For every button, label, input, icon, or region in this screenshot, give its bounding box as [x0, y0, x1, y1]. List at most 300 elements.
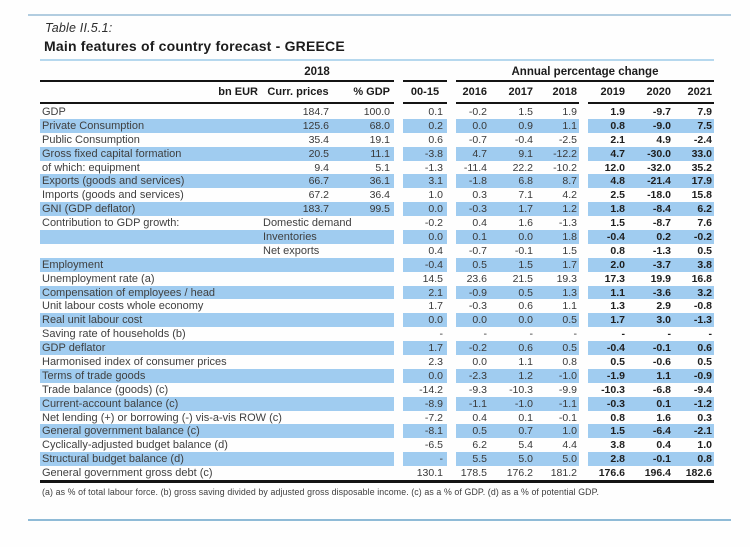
- row-label: Unit labour costs whole economy: [42, 300, 204, 313]
- column-gap: [394, 341, 403, 355]
- column-gap: [579, 466, 588, 480]
- row-label: GNI (GDP deflator): [42, 203, 136, 216]
- column-gap: [447, 369, 456, 383]
- row-label: Saving rate of households (b): [42, 328, 186, 341]
- cell-2021: -0.9: [693, 369, 712, 382]
- cell-2021: 15.8: [691, 189, 712, 202]
- cell-00-15: 0.4: [428, 244, 443, 257]
- cell-2019: -0.4: [606, 342, 625, 355]
- cell-2017: 0.9: [518, 119, 533, 132]
- header-rule-lower: [40, 102, 714, 104]
- row-sublabel: Net exports: [263, 244, 320, 257]
- cell-2019: 1.5: [610, 425, 625, 438]
- cell-2017: -1.0: [514, 397, 533, 410]
- table-row: [40, 383, 714, 397]
- cell-2017: -0.4: [514, 133, 533, 146]
- cell-2017: 0.6: [518, 342, 533, 355]
- column-gap: [447, 188, 456, 202]
- cell-00-15: -6.5: [424, 439, 443, 452]
- cell-2018: 1.2: [562, 203, 577, 216]
- cell-2019: 2.0: [610, 258, 625, 271]
- cell-2020: -6.8: [652, 383, 671, 396]
- column-gap: [579, 452, 588, 466]
- cell-00-15: 0.0: [428, 203, 443, 216]
- cell-2016: 0.4: [472, 217, 487, 230]
- column-gap: [579, 272, 588, 286]
- cell-2018: -10.2: [553, 161, 577, 174]
- cell-2017: 9.1: [518, 147, 533, 160]
- cell-2021: 0.5: [697, 244, 712, 257]
- cell-2016: 0.4: [472, 411, 487, 424]
- column-gap: [579, 174, 588, 188]
- cell-2018: -1.1: [558, 397, 577, 410]
- cell-2016: 23.6: [466, 272, 487, 285]
- cell-2017: -10.3: [509, 383, 533, 396]
- top-frame-line: [28, 14, 731, 16]
- cell-2021: 3.8: [697, 258, 712, 271]
- cell-2019: 1.5: [610, 217, 625, 230]
- table-row: [40, 369, 714, 383]
- table-row: [40, 411, 714, 425]
- cell-2020: 0.4: [656, 439, 671, 452]
- cell-curr-prices: 183.7: [302, 203, 329, 216]
- cell-2016: 4.7: [472, 147, 487, 160]
- table-number: Table II.5.1:: [45, 21, 113, 35]
- row-label: Unemployment rate (a): [42, 272, 155, 285]
- column-gap: [579, 341, 588, 355]
- footnote: (a) as % of total labour force. (b) gross saving divided by adjusted gross disposable income. (c) as a % of GDP. (d) as a % of potential GDP.: [42, 487, 600, 497]
- cell-2017: 5.0: [518, 453, 533, 466]
- column-header-bn-eur: bn EUR: [218, 86, 258, 98]
- column-gap: [394, 244, 403, 258]
- cell-2021: -: [708, 328, 712, 341]
- cell-2019: 17.3: [604, 272, 625, 285]
- column-gap: [447, 272, 456, 286]
- cell-2016: -0.3: [468, 203, 487, 216]
- cell-2021: -0.2: [693, 230, 712, 243]
- column-gap: [447, 327, 456, 341]
- cell-00-15: 0.0: [428, 314, 443, 327]
- bottom-frame-line: [28, 519, 731, 521]
- forecast-table-body: [40, 105, 714, 480]
- cell-2019: 1.7: [610, 314, 625, 327]
- column-gap: [579, 161, 588, 175]
- cell-2016: 178.5: [460, 467, 487, 480]
- cell-2017: -: [529, 328, 533, 341]
- table-row: [40, 424, 714, 438]
- cell-2021: 35.2: [691, 161, 712, 174]
- row-label: Structural budget balance (d): [42, 453, 184, 466]
- column-gap: [579, 313, 588, 327]
- cell-2016: 6.2: [472, 439, 487, 452]
- title-underline: [40, 59, 714, 61]
- cell-2017: 21.5: [512, 272, 533, 285]
- row-label: Compensation of employees / head: [42, 286, 216, 299]
- cell-2020: -9.7: [652, 105, 671, 118]
- cell-2021: 7.9: [697, 105, 712, 118]
- cell-2018: 1.0: [562, 425, 577, 438]
- cell-2017: 176.2: [506, 467, 533, 480]
- cell-2019: 1.9: [610, 105, 625, 118]
- cell-2018: 4.2: [562, 189, 577, 202]
- cell-2016: 0.5: [472, 425, 487, 438]
- column-gap: [579, 202, 588, 216]
- column-gap: [579, 119, 588, 133]
- cell-2021: 7.5: [697, 119, 712, 132]
- cell-2018: 1.9: [562, 105, 577, 118]
- column-header-2016: 2016: [462, 86, 487, 98]
- cell-2018: -1.0: [558, 369, 577, 382]
- cell-2017: 0.7: [518, 425, 533, 438]
- cell-00-15: -8.9: [424, 397, 443, 410]
- cell-2016: -0.3: [468, 300, 487, 313]
- cell-2020: 1.6: [656, 411, 671, 424]
- cell-2019: 4.8: [610, 175, 625, 188]
- row-label: Private Consumption: [42, 119, 145, 132]
- cell-2020: -3.6: [652, 286, 671, 299]
- cell-2020: -1.3: [652, 244, 671, 257]
- cell-2018: -0.1: [558, 411, 577, 424]
- cell-2020: -6.4: [652, 425, 671, 438]
- table-row: [40, 327, 714, 341]
- column-gap: [394, 383, 403, 397]
- cell-2018: 0.8: [562, 355, 577, 368]
- cell-2021: 0.8: [697, 453, 712, 466]
- table-row: [40, 105, 714, 119]
- cell-pct-gdp: 68.0: [369, 119, 390, 132]
- cell-2021: -2.1: [693, 425, 712, 438]
- cell-2020: -32.0: [647, 161, 671, 174]
- column-gap: [447, 383, 456, 397]
- column-gap: [447, 258, 456, 272]
- cell-pct-gdp: 36.1: [369, 175, 390, 188]
- cell-pct-gdp: 11.1: [370, 147, 390, 160]
- table-row: [40, 299, 714, 313]
- cell-2020: 196.4: [644, 467, 671, 480]
- cell-2017: 22.2: [512, 161, 533, 174]
- column-gap: [447, 147, 456, 161]
- cell-2016: -11.4: [463, 161, 487, 174]
- cell-2016: 5.5: [472, 453, 487, 466]
- cell-pct-gdp: 5.1: [375, 161, 390, 174]
- column-group-header-row: [40, 63, 714, 80]
- cell-2016: 0.3: [472, 189, 487, 202]
- cell-2018: 19.3: [556, 272, 577, 285]
- cell-2021: -9.4: [693, 383, 712, 396]
- cell-2020: 2.9: [656, 300, 671, 313]
- cell-00-15: 3.1: [428, 175, 443, 188]
- column-gap: [447, 133, 456, 147]
- cell-2017: 1.1: [518, 355, 533, 368]
- cell-2020: 3.0: [656, 314, 671, 327]
- cell-2018: -9.9: [558, 383, 577, 396]
- table-row: [40, 355, 714, 369]
- cell-2018: 1.7: [562, 258, 577, 271]
- table-bottom-rule: [40, 480, 714, 483]
- column-gap: [579, 299, 588, 313]
- table-row: [40, 133, 714, 147]
- table-row: [40, 438, 714, 452]
- cell-2017: 1.2: [518, 369, 533, 382]
- cell-2020: 1.1: [656, 369, 671, 382]
- table-row: [40, 244, 714, 258]
- cell-2016: 0.1: [472, 230, 487, 243]
- column-gap: [447, 355, 456, 369]
- cell-2019: 2.5: [610, 189, 625, 202]
- cell-2017: 6.8: [518, 175, 533, 188]
- column-gap: [394, 355, 403, 369]
- cell-2021: 17.9: [691, 175, 712, 188]
- cell-2021: -1.3: [693, 314, 712, 327]
- cell-2018: 181.2: [550, 467, 577, 480]
- column-gap: [394, 147, 403, 161]
- cell-2019: 3.8: [610, 439, 625, 452]
- column-gap: [394, 411, 403, 425]
- cell-2017: 1.7: [518, 203, 533, 216]
- cell-2016: -1.8: [468, 175, 487, 188]
- cell-2017: 0.1: [518, 411, 533, 424]
- cell-00-15: 1.7: [428, 342, 443, 355]
- cell-2020: 19.9: [650, 272, 671, 285]
- column-gap: [394, 438, 403, 452]
- cell-pct-gdp: 99.5: [369, 203, 390, 216]
- column-header-pct-gdp: % GDP: [353, 86, 390, 98]
- column-gap: [394, 424, 403, 438]
- cell-2020: 0.2: [656, 230, 671, 243]
- column-header-row: [40, 82, 714, 102]
- cell-2019: -0.4: [606, 230, 625, 243]
- cell-2021: 33.0: [691, 147, 712, 160]
- row-label: Trade balance (goods) (c): [42, 383, 169, 396]
- cell-2021: 182.6: [685, 467, 712, 480]
- cell-2016: -0.2: [468, 105, 487, 118]
- column-gap: [394, 230, 403, 244]
- cell-2018: 1.5: [562, 244, 577, 257]
- row-label: Imports (goods and services): [42, 189, 184, 202]
- column-gap: [447, 466, 456, 480]
- row-label: Net lending (+) or borrowing (-) vis-a-vis ROW (c): [42, 411, 282, 424]
- cell-2019: 4.7: [610, 147, 625, 160]
- cell-2019: 12.0: [604, 161, 625, 174]
- table-row: [40, 216, 714, 230]
- cell-2019: 176.6: [598, 467, 625, 480]
- cell-2018: 5.0: [562, 453, 577, 466]
- table-row: [40, 174, 714, 188]
- cell-00-15: 14.5: [422, 272, 443, 285]
- cell-2018: 0.5: [562, 342, 577, 355]
- cell-00-15: -1.3: [424, 161, 443, 174]
- column-gap: [447, 313, 456, 327]
- cell-2019: 0.8: [610, 244, 625, 257]
- cell-2017: 7.1: [518, 189, 533, 202]
- cell-2017: 1.5: [518, 258, 533, 271]
- cell-2016: -0.7: [468, 244, 487, 257]
- column-gap: [447, 286, 456, 300]
- cell-2018: 1.1: [562, 119, 577, 132]
- cell-00-15: 1.7: [428, 300, 443, 313]
- table-row: [40, 272, 714, 286]
- cell-2021: 0.5: [697, 355, 712, 368]
- row-label: Gross fixed capital formation: [42, 147, 182, 160]
- column-gap: [447, 299, 456, 313]
- cell-2018: -: [573, 328, 577, 341]
- cell-curr-prices: 67.2: [308, 189, 329, 202]
- cell-2016: -0.2: [468, 342, 487, 355]
- cell-2021: -1.2: [693, 397, 712, 410]
- cell-pct-gdp: 100.0: [363, 105, 390, 118]
- cell-2016: 0.0: [472, 355, 487, 368]
- cell-2018: 0.5: [562, 314, 577, 327]
- column-gap: [447, 341, 456, 355]
- row-label: Harmonised index of consumer prices: [42, 355, 227, 368]
- group-header-2018: 2018: [304, 65, 330, 78]
- column-gap: [447, 397, 456, 411]
- row-label: Terms of trade goods: [42, 369, 146, 382]
- column-gap: [447, 119, 456, 133]
- cell-2016: -2.3: [468, 369, 487, 382]
- cell-2016: -: [483, 328, 487, 341]
- cell-2016: 0.0: [472, 314, 487, 327]
- column-header-2017: 2017: [508, 86, 533, 98]
- cell-2016: -9.3: [468, 383, 487, 396]
- column-gap: [447, 174, 456, 188]
- cell-00-15: 130.1: [416, 467, 443, 480]
- cell-2017: 1.6: [518, 217, 533, 230]
- column-gap: [579, 105, 588, 119]
- cell-2021: -0.8: [693, 300, 712, 313]
- cell-2021: 3.2: [697, 286, 712, 299]
- cell-2019: 2.1: [610, 133, 625, 146]
- row-sublabel: Domestic demand: [263, 217, 352, 230]
- cell-2020: -21.4: [647, 175, 671, 188]
- cell-curr-prices: 9.4: [314, 161, 329, 174]
- column-gap: [394, 133, 403, 147]
- row-sublabel: Inventories: [263, 230, 317, 243]
- cell-2016: 0.5: [472, 258, 487, 271]
- cell-2019: -1.9: [606, 369, 625, 382]
- cell-2016: -0.9: [468, 286, 487, 299]
- cell-2021: 0.3: [697, 411, 712, 424]
- cell-00-15: -8.1: [424, 425, 443, 438]
- cell-2018: 1.1: [562, 300, 577, 313]
- column-gap: [394, 258, 403, 272]
- row-label: General government gross debt (c): [42, 467, 213, 480]
- page-title: Main features of country forecast - GREECE: [44, 38, 345, 54]
- cell-pct-gdp: 36.4: [369, 189, 390, 202]
- cell-00-15: 0.0: [428, 230, 443, 243]
- cell-2019: 0.8: [610, 119, 625, 132]
- cell-2016: -0.7: [468, 133, 487, 146]
- column-gap: [447, 244, 456, 258]
- cell-2020: 4.9: [656, 133, 671, 146]
- column-header-2018: 2018: [552, 86, 577, 98]
- table-row: [40, 230, 714, 244]
- table-row: [40, 258, 714, 272]
- column-gap: [579, 369, 588, 383]
- column-gap: [579, 286, 588, 300]
- cell-2019: 1.1: [610, 286, 625, 299]
- cell-2017: 0.0: [518, 314, 533, 327]
- column-gap: [579, 133, 588, 147]
- cell-2017: 0.0: [518, 230, 533, 243]
- cell-2018: 8.7: [562, 175, 577, 188]
- table-row: [40, 397, 714, 411]
- cell-2021: 1.0: [697, 439, 712, 452]
- column-gap: [394, 272, 403, 286]
- cell-2016: -1.1: [468, 397, 487, 410]
- column-gap: [394, 202, 403, 216]
- table-row: [40, 466, 714, 480]
- column-gap: [579, 327, 588, 341]
- cell-00-15: -14.2: [419, 383, 443, 396]
- column-gap: [394, 369, 403, 383]
- cell-2021: 6.2: [697, 203, 712, 216]
- column-gap: [579, 355, 588, 369]
- cell-00-15: -: [439, 328, 443, 341]
- cell-2021: 16.8: [691, 272, 712, 285]
- column-gap: [394, 313, 403, 327]
- cell-curr-prices: 20.5: [308, 147, 329, 160]
- group-header-annual-change: Annual percentage change: [511, 65, 659, 78]
- cell-00-15: -: [439, 453, 443, 466]
- cell-2019: -10.3: [601, 383, 625, 396]
- column-gap: [579, 397, 588, 411]
- column-gap: [579, 424, 588, 438]
- cell-00-15: -0.2: [424, 217, 443, 230]
- cell-2020: -3.7: [652, 258, 671, 271]
- column-header-2019: 2019: [600, 86, 625, 98]
- cell-2019: 0.5: [610, 355, 625, 368]
- cell-00-15: 2.3: [428, 355, 443, 368]
- cell-2019: 1.3: [610, 300, 625, 313]
- column-gap: [447, 424, 456, 438]
- cell-00-15: -3.8: [424, 147, 443, 160]
- cell-2020: -8.7: [652, 217, 671, 230]
- column-gap: [579, 230, 588, 244]
- cell-2017: 5.4: [518, 439, 533, 452]
- column-gap: [394, 119, 403, 133]
- cell-2021: 0.6: [697, 342, 712, 355]
- cell-2018: 1.3: [562, 286, 577, 299]
- row-label: Current-account balance (c): [42, 397, 179, 410]
- column-gap: [394, 105, 403, 119]
- cell-2019: 1.8: [610, 203, 625, 216]
- row-label: Contribution to GDP growth:: [42, 217, 180, 230]
- cell-00-15: 0.2: [428, 119, 443, 132]
- cell-2019: 2.8: [610, 453, 625, 466]
- cell-00-15: 1.0: [428, 189, 443, 202]
- cell-2020: -: [667, 328, 671, 341]
- row-label: Employment: [42, 258, 104, 271]
- column-gap: [579, 188, 588, 202]
- cell-curr-prices: 125.6: [302, 119, 329, 132]
- column-gap: [394, 161, 403, 175]
- row-label: Public Consumption: [42, 133, 140, 146]
- column-gap: [447, 216, 456, 230]
- column-gap: [579, 216, 588, 230]
- table-row: [40, 147, 714, 161]
- table-row: [40, 188, 714, 202]
- row-label: of which: equipment: [42, 161, 140, 174]
- column-gap: [579, 147, 588, 161]
- row-label: GDP deflator: [42, 342, 106, 355]
- column-gap: [394, 188, 403, 202]
- cell-curr-prices: 35.4: [308, 133, 329, 146]
- cell-00-15: 0.1: [428, 105, 443, 118]
- column-gap: [447, 202, 456, 216]
- cell-2017: 0.6: [518, 300, 533, 313]
- table-row: [40, 452, 714, 466]
